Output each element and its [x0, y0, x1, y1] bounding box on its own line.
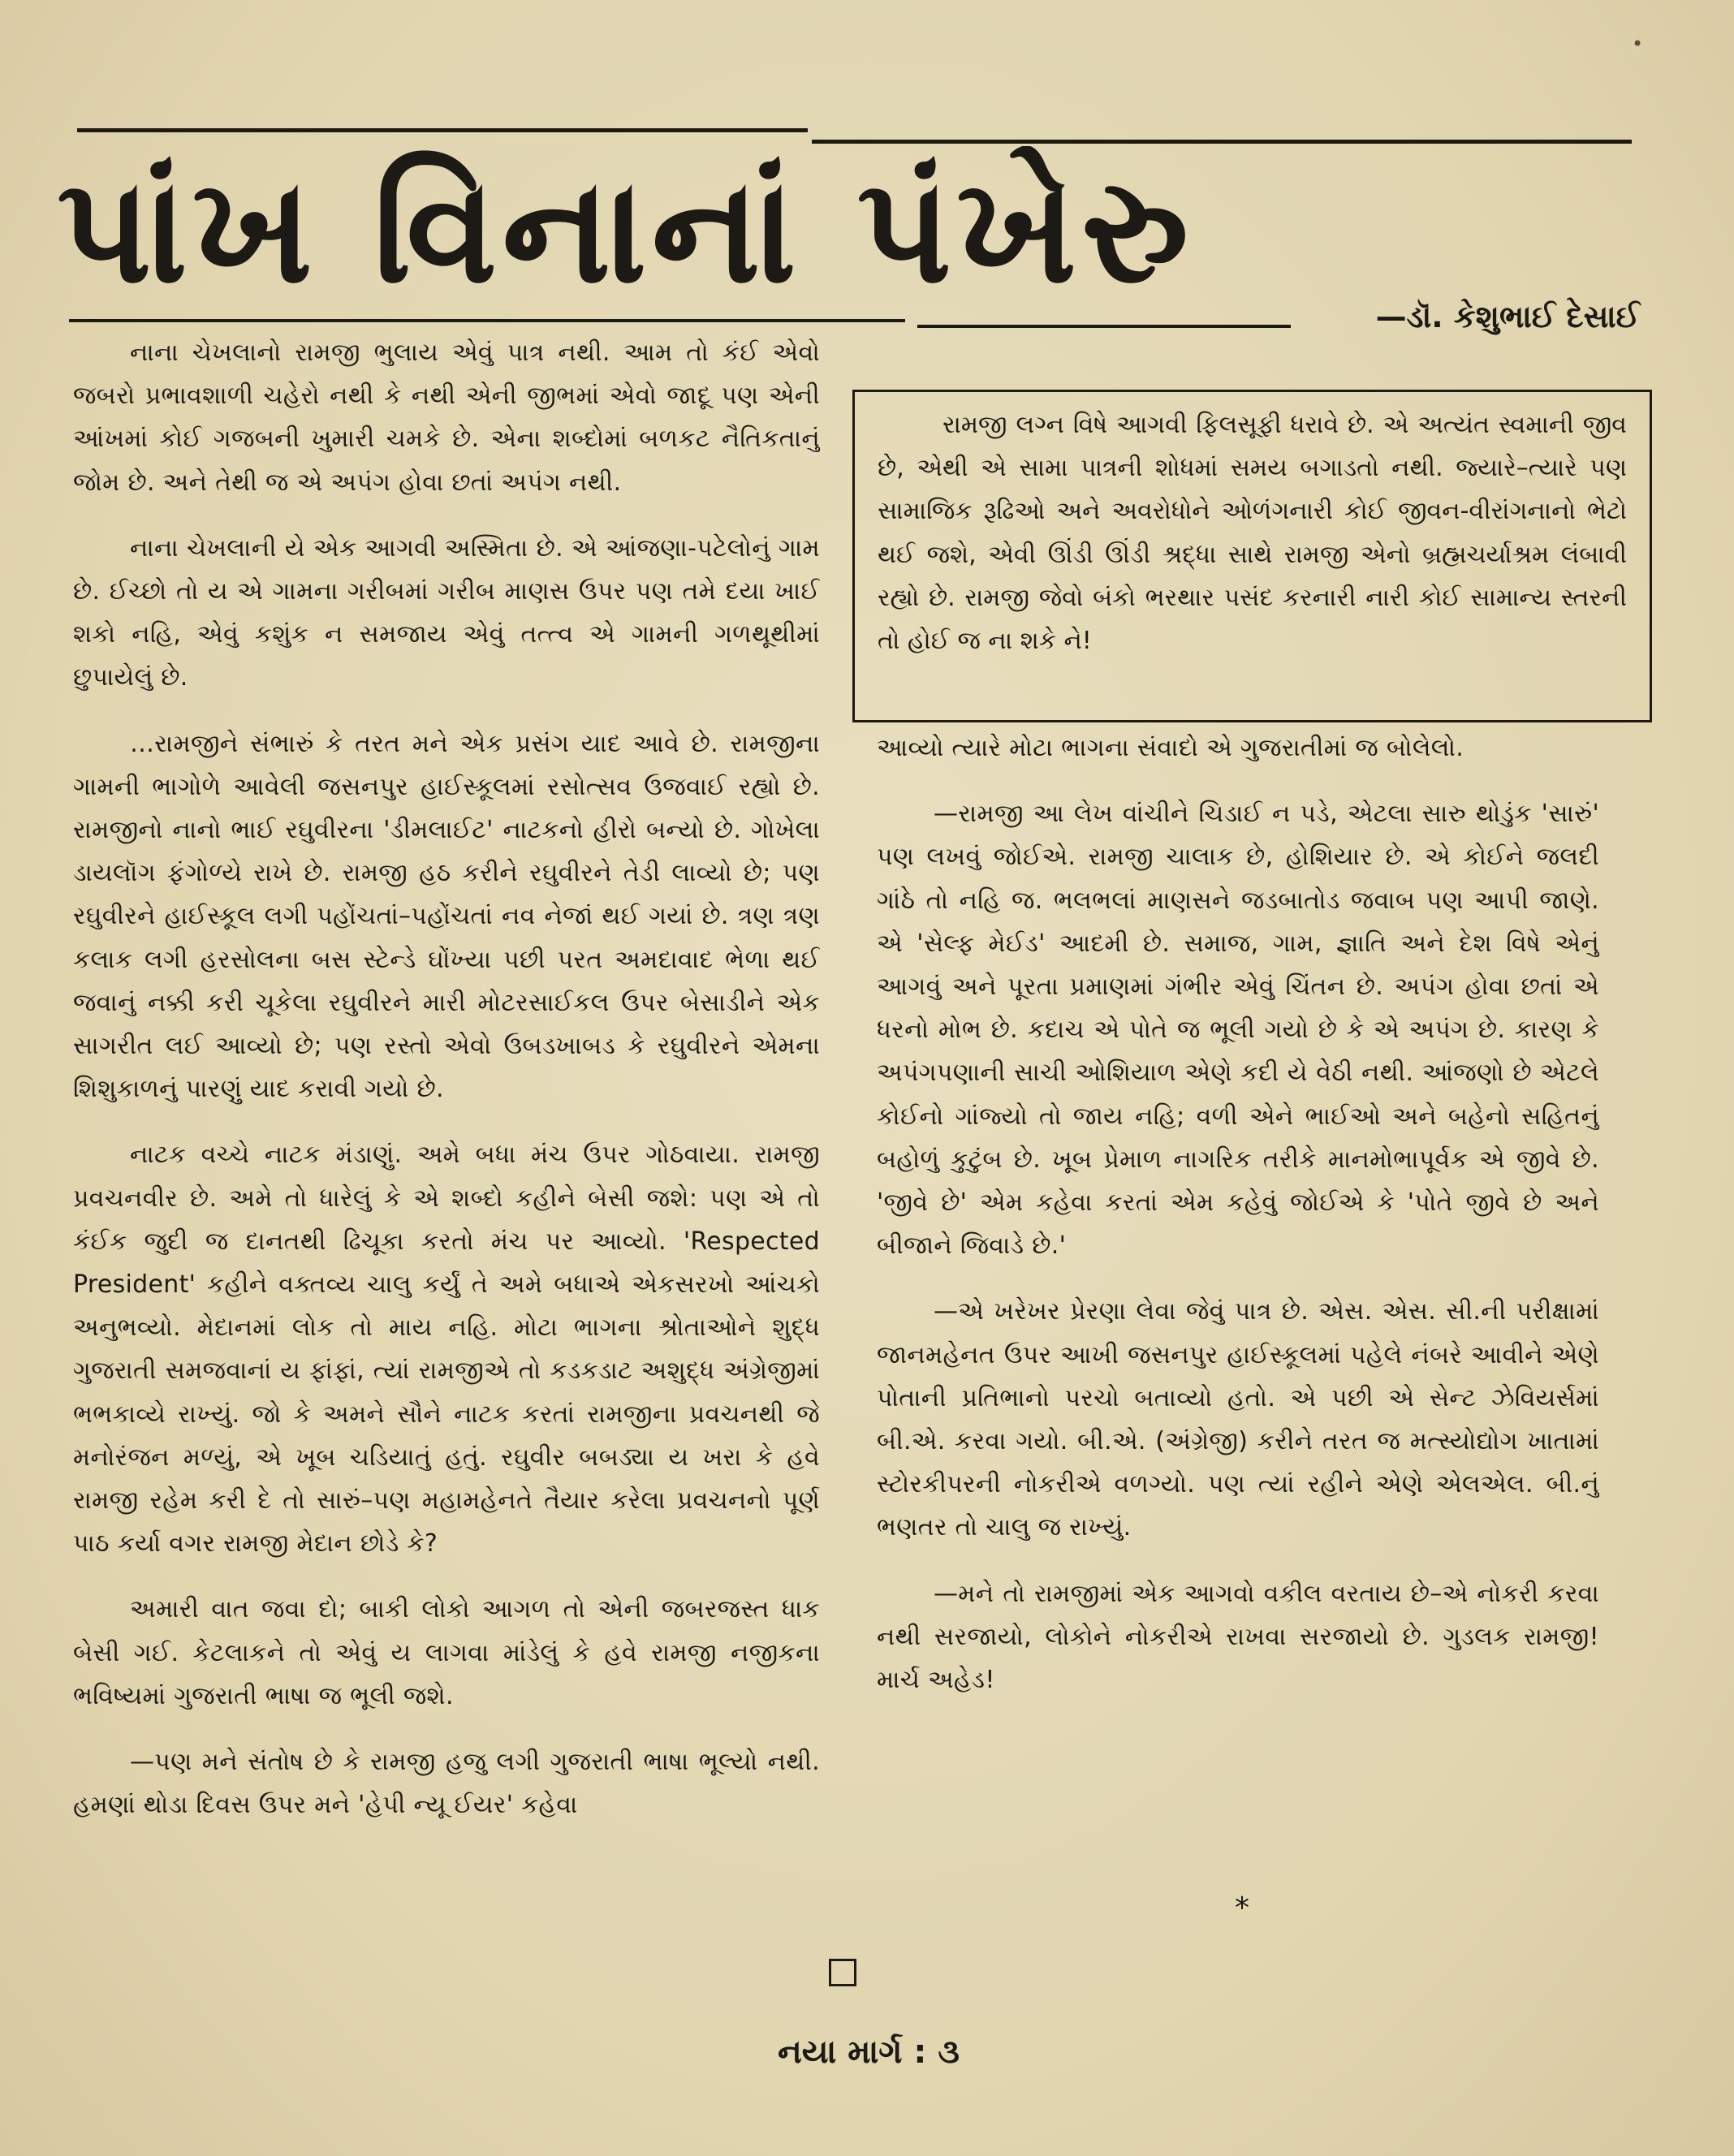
paragraph: —મને તો રામજીમાં એક આગવો વકીલ વરતાય છે–એ નોકરી કરવા નથી સરજાયો, લોકોને નોકરીએ રાખવા સરજાયો છે. ગુડલક રામજી! માર્ચ અહેડ!: [877, 1579, 1599, 1695]
paragraph: નાટક વચ્ચે નાટક મંડાણું. અમે બધા મંચ ઉપર ગોઠવાયા. રામજી પ્રવચનવીર છે. અમે તો ધારેલું કે એ શબ્દો કહીને બેસી જશે: પણ એ તો કંઈક જુદી જ દાનતથી ઢિચૂકા કરતો મંચ પર આવ્યો. 'Respected President' કહીને વક્તવ્ય ચાલુ કર્યું તે અમે બધાએ એકસરખો આંચકો અનુભવ્યો. મેદાનમાં લોક તો માય નહિ. મોટા ભાગના શ્રોતાઓને શુદ્ધ ગુજરાતી સમજવાનાં ય ફાંફાં, ત્યાં રામજીએ તો કડકડાટ અશુદ્ધ અંગ્રેજીમાં ભભકાવ્યે રાખ્યું. જો કે અમને સૌને નાટક કરતાં રામજીના પ્રવચનથી જે મનોરંજન મળ્યું, એ ખૂબ ચડિયાતું હતું. રઘુવીર બબડ્યા ય ખરા કે હવે રામજી રહેમ કરી દે તો સારું–પણ મહામહેનતે તૈયાર કરેલા પ્રવચનનો પૂર્ણ પાઠ કર્યા વગર રામજી મેદાન છોડે કે?: [73, 1141, 820, 1559]
paragraph: આવ્યો ત્યારે મોટા ભાગના સંવાદો એ ગુજરાતીમાં જ બોલેલો.: [877, 734, 1464, 762]
section-end-square: [829, 1959, 856, 1986]
header-rule-left: [77, 128, 808, 132]
page-footer: નયા માર્ગ : ૩: [777, 2033, 960, 2071]
page-corner-mark: •: [1632, 32, 1644, 55]
paragraph: નાના ચેખલાની યે એક આગવી અસ્મિતા છે. એ આંજણા-પટેલોનું ગામ છે. ઈચ્છો તો ય એ ગામના ગરીબમાં ગરીબ માણસ ઉપર પણ તમે દયા ખાઈ શકો નહિ, એવું કશુંક ન સમજાય એવું તત્ત્વ એ ગામની ગળથૂથીમાં છુપાયેલું છે.: [73, 533, 820, 692]
article-end-mark: *: [1235, 1891, 1249, 1925]
left-column: [73, 331, 820, 1914]
callout-box: [852, 390, 1652, 722]
paragraph: —એ ખરેખર પ્રેરણા લેવા જેવું પાત્ર છે. એસ. એસ. સી.ની પરીક્ષામાં જાનમહેનત ઉપર આખી જસનપુર હાઈસ્કૂલમાં પહેલે નંબરે આવીને એણે પોતાની પ્રતિભાનો પરચો બતાવ્યો હતો. એ પછી એ સેન્ટ ઝેવિયર્સમાં બી.એ. કરવા ગયો. બી.એ. (અંગ્રેજી) કરીને તરત જ મત્સ્યોદ્યોગ ખાતામાં સ્ટોરકીપરની નોકરીએ વળગ્યો. પણ ત્યાં રહીને એણે એલએલ. બી.નું ભણતર તો ચાલુ જ રાખ્યું.: [877, 1297, 1599, 1542]
paragraph: —પણ મને સંતોષ છે કે રામજી હજુ લગી ગુજરાતી ભાષા ભૂલ્યો નથી. હમણાં થોડા દિવસ ઉપર મને 'હેપી ન્યૂ ઈયર' કહેવા: [73, 1748, 820, 1820]
right-column: [877, 727, 1599, 1904]
paragraph: —રામજી આ લેખ વાંચીને ચિડાઈ ન પડે, એટલા સારુ થોડુંક 'સારું' પણ લખવું જોઈએ. રામજી ચાલાક છે, હોશિયાર છે. એ કોઈને જલદી ગાંઠે તો નહિ જ. ભલભલાં માણસને જડબાતોડ જવાબ પણ આપી જાણે. એ 'સેલ્ફ મેઈડ' આદમી છે. સમાજ, ગામ, જ્ઞાતિ અને દેશ વિષે એનું આગવું અને પૂરતા પ્રમાણમાં ગંભીર એવું ચિંતન છે. અપંગ હોવા છતાં એ ધરનો મોભ છે. કદાચ એ પોતે જ ભૂલી ગયો છે કે એ અપંગ છે. કારણ કે અપંગપણાની સાચી ઓશિયાળ એણે કદી યે વેઠી નથી. આંજણો છે એટલે કોઈનો ગાંજ્યો તો જાય નહિ; વળી એને ભાઈઓ અને બહેનો સહિતનું બહોળું કુટુંબ છે. ખૂબ પ્રેમાળ નાગરિક તરીકે માનમોભાપૂર્વક એ જીવે છે. 'જીવે છે' એમ કહેવા કરતાં એમ કહેવું જોઈએ કે 'પોતે જીવે છે અને બીજાને જિવાડે છે.': [877, 800, 1599, 1261]
title-underline-left: [69, 319, 905, 322]
callout-text: રામજી લગ્ન વિષે આગવી ફિલસૂફી ધરાવે છે. એ અત્યંત સ્વમાની જીવ છે, એથી એ સામા પાત્રની શોધમાં સમય બગાડતો નથી. જ્યારે–ત્યારે પણ સામાજિક રૂઢિઓ અને અવરોધોને ઓળંગનારી કોઈ જીવન-વીરાંગનાનો ભેટો થઈ જશે, એવી ઊંડી ઊંડી શ્રદ્ધા સાથે રામજી એનો બ્રહ્મચર્યાશ્રમ લંબાવી રહ્યો છે. રામજી જેવો બંકો ભરથાર પસંદ કરનારી નારી કોઈ સામાન્ય સ્તરની તો હોઈ જ ના શકે ને!: [878, 411, 1627, 656]
article-author: —ડૉ. કેશુભાઈ દેસાઈ: [1375, 299, 1640, 334]
header-rule-right: [812, 140, 1632, 144]
title-underline-right: [917, 325, 1291, 328]
article-title: પાંખ વિનાનાં પંખેરુ: [57, 146, 1194, 316]
paragraph: નાના ચેખલાનો રામજી ભુલાય એવું પાત્ર નથી. આમ તો કંઈ એવો જબરો પ્રભાવશાળી ચહેરો નથી કે નથી એની જીભમાં એવો જાદૂ પણ એની આંખમાં કોઈ ગજબની ખુમારી ચમકે છે. એના શબ્દોમાં બળકટ નૈતિકતાનું જોમ છે. અને તેથી જ એ અપંગ હોવા છતાં અપંગ નથી.: [73, 338, 820, 497]
paragraph: …રામજીને સંભારું કે તરત મને એક પ્રસંગ યાદ આવે છે. રામજીના ગામની ભાગોળે આવેલી જસનપુર હાઈસ્કૂલમાં રસોત્સવ ઉજવાઈ રહ્યો છે. રામજીનો નાનો ભાઈ રઘુવીરના 'ડીમલાઈટ' નાટકનો હીરો બન્યો છે. ગોખેલા ડાયલૉગ ફંગોળ્યે રાખે છે. રામજી હઠ કરીને રઘુવીરને તેડી લાવ્યો છે; પણ રઘુવીરને હાઈસ્કૂલ લગી પહોંચતાં–પહોંચતાં નવ નેજાં થઈ ગયાં છે. ત્રણ ત્રણ કલાક લગી હરસોલના બસ સ્ટેન્ડે ઘોંખ્યા પછી પરત અમદાવાદ ભેળા થઈ જવાનું નક્કી કરી ચૂકેલા રઘુવીરને મારી મોટરસાઈકલ ઉપર બેસાડીને એક સાગરીત લઈ આવ્યો છે; પણ રસ્તો એવો ઉબડખાબડ કે રઘુવીરને એમના શિશુકાળનું પારણું યાદ કરાવી ગયો છે.: [73, 729, 820, 1104]
paragraph: અમારી વાત જવા દો; બાકી લોકો આગળ તો એની જબરજસ્ત ધાક બેસી ગઈ. કેટલાકને તો એવું ય લાગવા માંડેલું કે હવે રામજી નજીકના ભવિષ્યમાં ગુજરાતી ભાષા જ ભૂલી જશે.: [73, 1595, 820, 1710]
